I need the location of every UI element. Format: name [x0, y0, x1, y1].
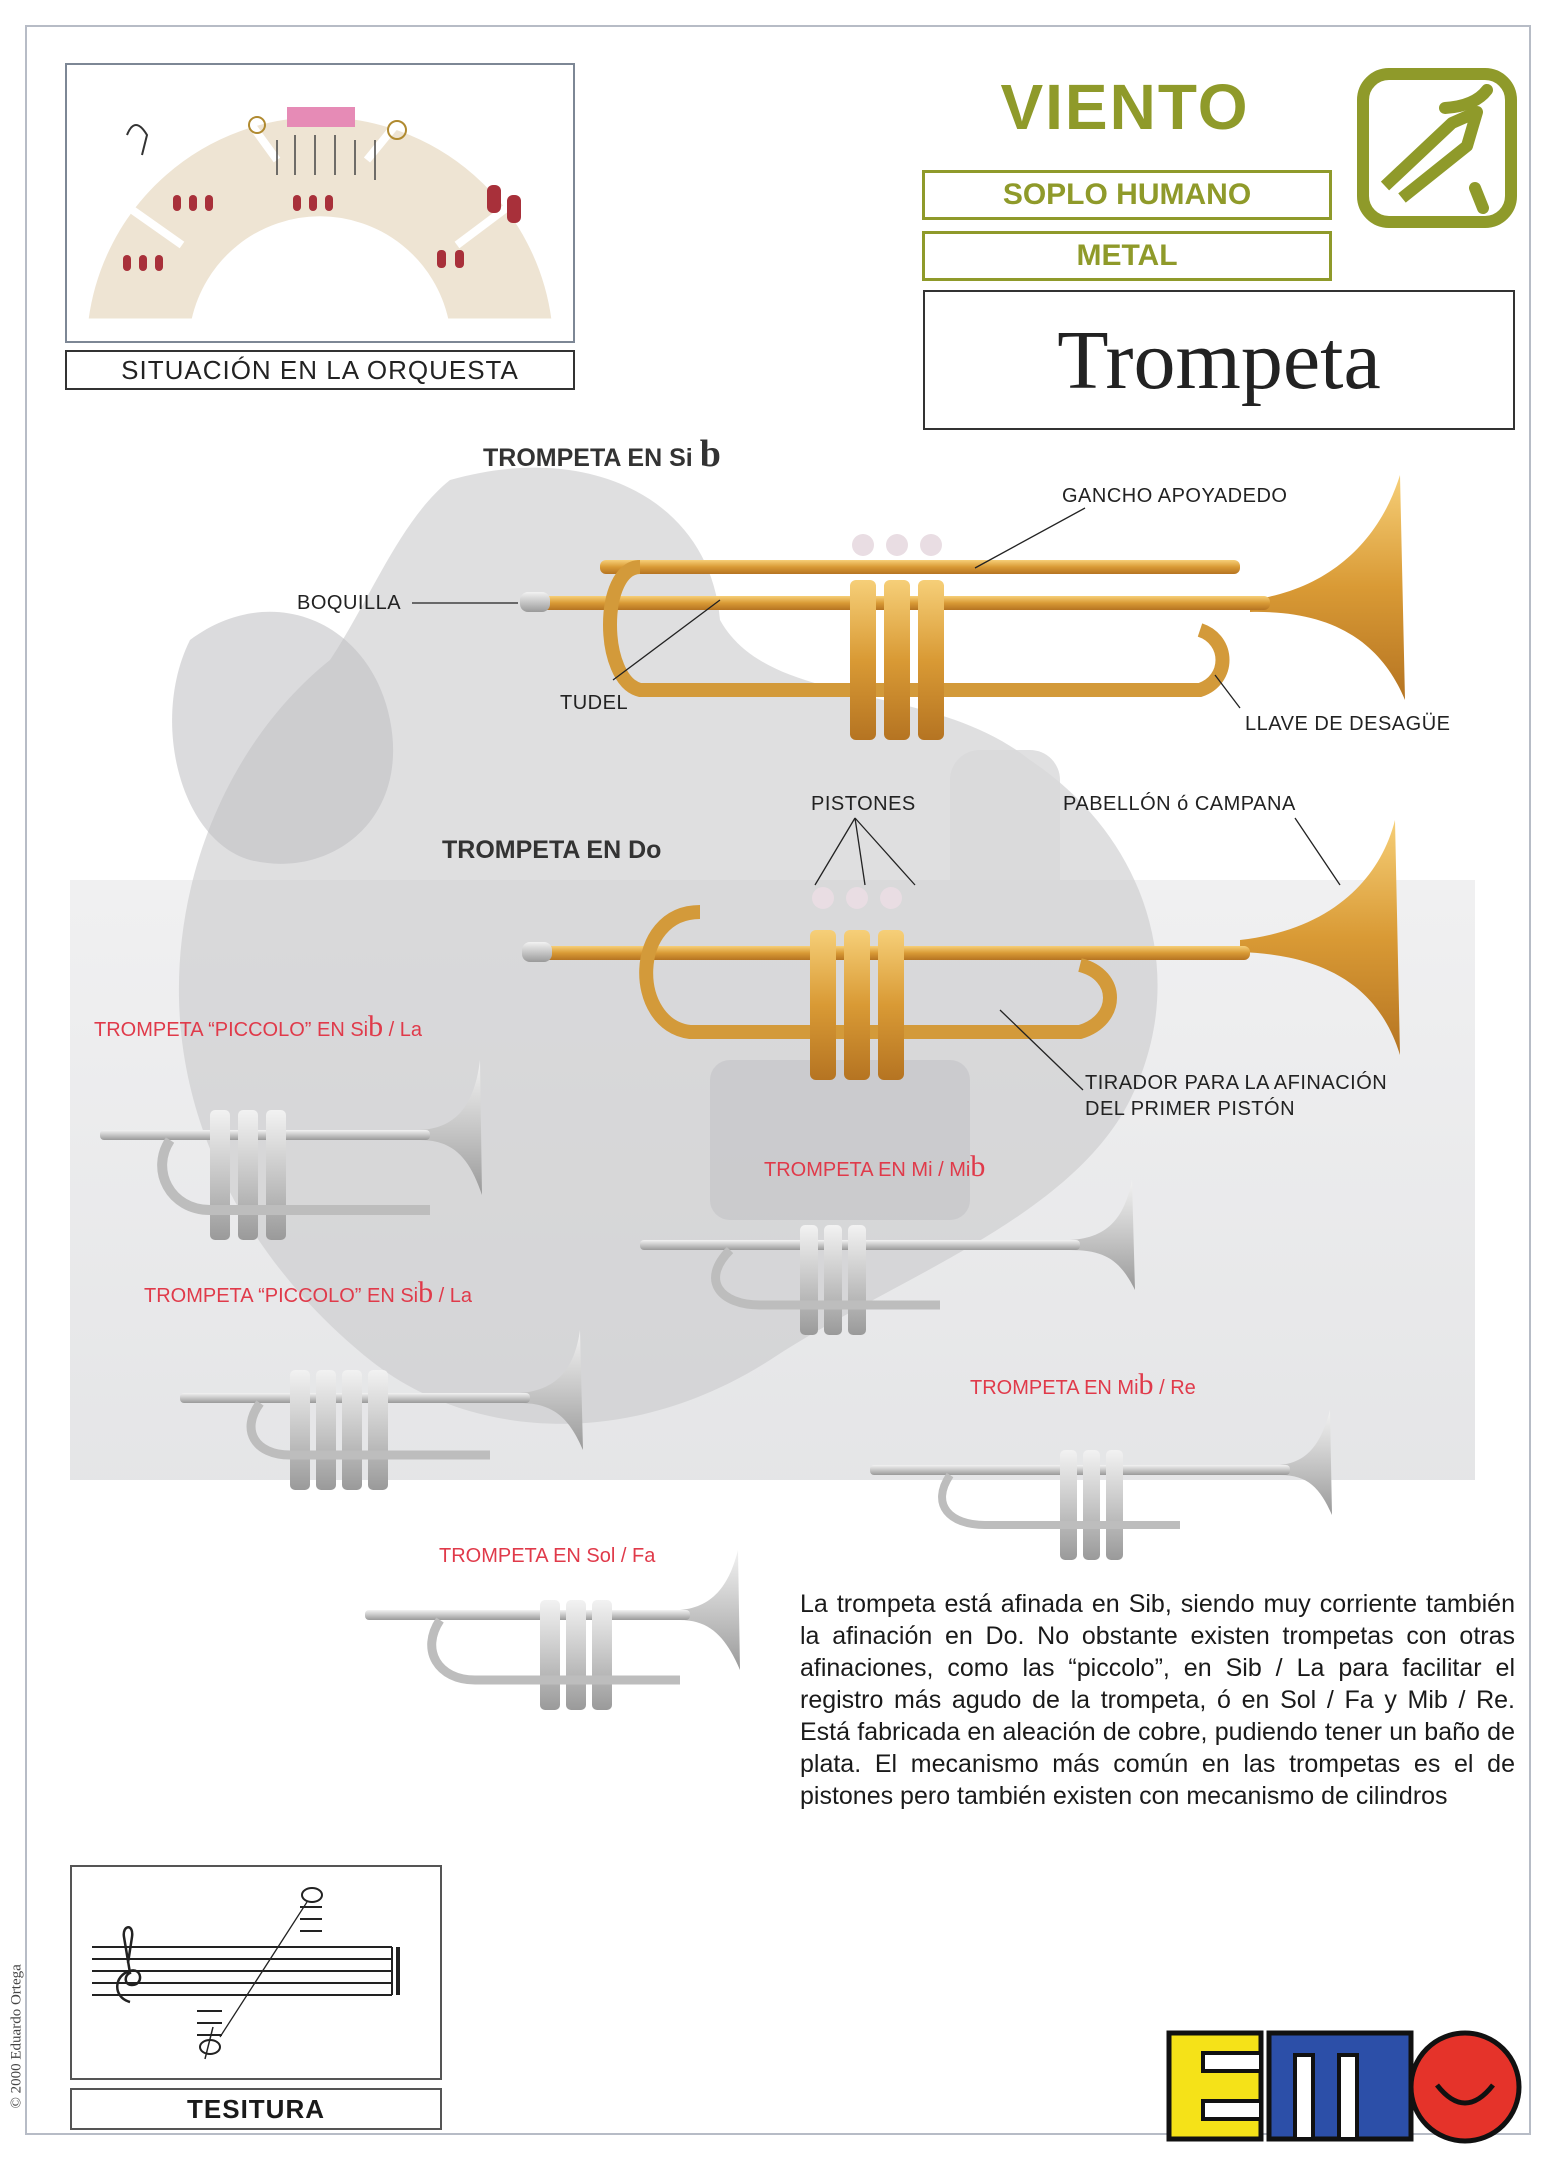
label-mi-mib — [764, 1150, 985, 1184]
piccolo1-flat: b — [368, 1010, 384, 1043]
mib-flat: b — [1138, 1368, 1154, 1401]
trumpet-sib-image — [520, 475, 1405, 740]
label-boquilla: BOQUILLA — [297, 592, 402, 614]
label-gancho: GANCHO APOYADEDO — [1062, 485, 1288, 507]
material-label: METAL — [1076, 239, 1178, 272]
subfamily-label: SOPLO HUMANO — [1002, 178, 1252, 211]
trumpet-mib-image — [870, 1410, 1332, 1560]
mib-suffix: / Re — [1153, 1377, 1196, 1399]
label-tirador-line1: TIRADOR PARA LA AFINACIÓN — [1085, 1072, 1388, 1094]
piccolo1-text: TROMPETA “PICCOLO” EN Si — [94, 1019, 369, 1041]
title-sib-flat: b — [699, 433, 721, 475]
mi-text: TROMPETA EN Mi / Mi — [764, 1159, 971, 1181]
label-sol-fa: TROMPETA EN Sol / Fa — [439, 1545, 656, 1567]
trumpet-mi-image — [640, 1180, 1135, 1335]
label-mib-re — [970, 1368, 1196, 1402]
piccolo2-flat: b — [418, 1276, 434, 1309]
label-tirador-line2: DEL PRIMER PISTÓN — [1085, 1098, 1296, 1120]
instrument-name: Trompeta — [1057, 313, 1381, 407]
trumpet-do-image — [522, 820, 1400, 1080]
label-pabellon: PABELLÓN ó CAMPANA — [1063, 793, 1296, 815]
orchestra-caption: SITUACIÓN EN LA ORQUESTA — [121, 354, 519, 385]
tesitura-staff — [72, 1867, 440, 2078]
piccolo1-suffix: / La — [383, 1019, 423, 1041]
tesitura-caption-box — [70, 2088, 442, 2130]
trumpet-sol-image — [365, 1550, 740, 1710]
label-piccolo-sib-la-2 — [144, 1276, 472, 1310]
em-brand-logo-icon — [1165, 2025, 1527, 2147]
label-piccolo-sib-la-1 — [94, 1010, 422, 1044]
mib-text: TROMPETA EN Mi — [970, 1377, 1139, 1399]
label-tudel: TUDEL — [560, 692, 629, 714]
trumpet-piccolo-2-image — [180, 1330, 583, 1490]
title-sib-prefix: TROMPETA EN Si — [483, 444, 693, 472]
trumpet-piccolo-1-image — [100, 1060, 482, 1240]
tesitura-caption: TESITURA — [187, 2093, 325, 2124]
description-paragraph: La trompeta está afinada en Sib, siendo muy corriente también la afinación en Do. No obstante existen trompetas con otras afinaciones, como las “piccolo”, en Sib / La para facilitar el registro más agudo de la trompeta, ó en Sol / Fa y Mib / Re. Está fabricada en aleación de cobre, pudiendo tener un baño de plata. El mecanismo más común en las trompetas es el de pistones pero también existen con mecanismo de cilindros — [800, 1590, 1515, 1810]
title-trumpet-do: TROMPETA EN Do — [442, 836, 662, 864]
family-title: VIENTO — [1000, 71, 1250, 143]
copyright-text: © 2000 Eduardo Ortega — [8, 1964, 25, 2109]
label-pistones: PISTONES — [811, 793, 916, 815]
piccolo2-text: TROMPETA “PICCOLO” EN Si — [144, 1285, 419, 1307]
tesitura-box — [70, 1865, 442, 2080]
label-llave: LLAVE DE DESAGÜE — [1245, 713, 1451, 735]
piccolo2-suffix: / La — [433, 1285, 473, 1307]
mi-flat: b — [970, 1150, 986, 1183]
